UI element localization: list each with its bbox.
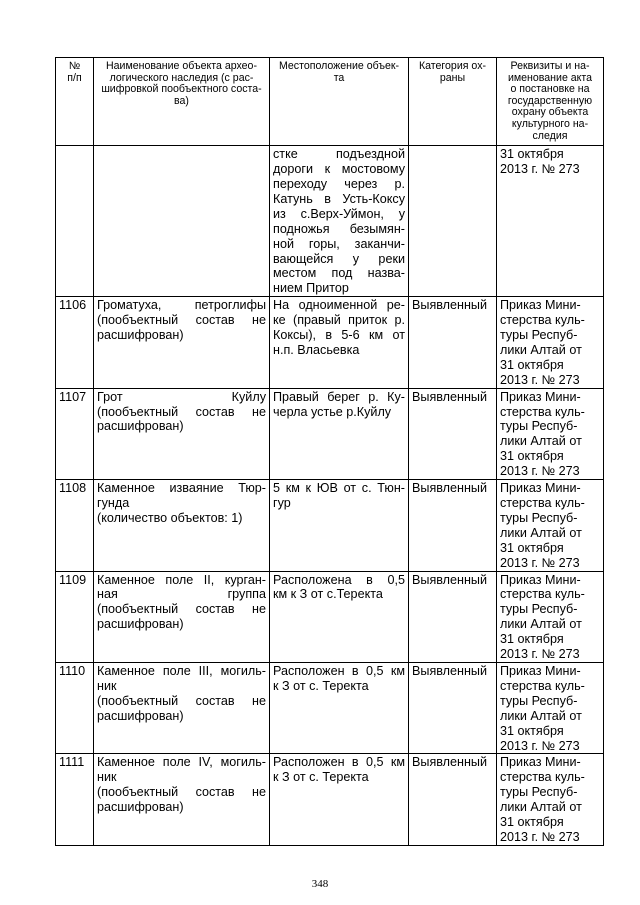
cell-act-text: Приказ Мини- стерства куль- туры Респуб- лики Алтай от 31 октября 2013 г. № 273 xyxy=(500,481,585,570)
cell-act-text: Приказ Мини- стерства куль- туры Респуб- лики Алтай от 31 октября 2013 г. № 273 xyxy=(500,389,585,479)
table-row xyxy=(56,662,604,753)
cell-name-text: Каменное поле IV, могиль- ник (пообъектный состав не расшифрован) xyxy=(97,755,266,815)
header-location-text: Местоположение объек- та xyxy=(278,60,400,84)
cell-act-text: Приказ Мини- стерства куль- туры Респуб- лики Алтай от 31 октября 2013 г. № 273 xyxy=(500,663,585,753)
cell-num xyxy=(56,388,94,479)
cell-num-text: 1109 xyxy=(59,572,87,587)
cell-category-text: Выявленный xyxy=(412,389,488,404)
cell-name xyxy=(94,571,270,662)
cell-act-text: Приказ Мини- стерства куль- туры Респуб- лики Алтай от 31 октября 2013 г. № 273 xyxy=(500,298,585,387)
header-category xyxy=(409,58,497,146)
cell-location-text: Расположен в 0,5 км к З от с. Теректа xyxy=(273,663,405,693)
cell-location-text: Расположена в 0,5 км к З от с.Теректа xyxy=(273,572,405,602)
cell-category xyxy=(409,146,497,297)
cell-num xyxy=(56,297,94,388)
cell-act xyxy=(497,388,604,479)
cell-category-text: Выявленный xyxy=(412,755,488,770)
cell-category xyxy=(409,571,497,662)
cell-location xyxy=(270,297,409,388)
header-num xyxy=(56,58,94,146)
cell-act xyxy=(497,297,604,388)
header-name xyxy=(94,58,270,146)
table-row xyxy=(56,480,604,571)
cell-name xyxy=(94,662,270,753)
cell-category xyxy=(409,388,497,479)
cell-act xyxy=(497,480,604,571)
cell-name-text: Каменное поле III, могиль- ник (пообъектный состав не расшифрован) xyxy=(97,663,266,723)
cell-category xyxy=(409,480,497,571)
cell-name xyxy=(94,480,270,571)
header-category-text: Категория ох- раны xyxy=(418,60,487,84)
cell-location xyxy=(270,571,409,662)
cell-category-text: Выявленный xyxy=(412,663,488,678)
header-num-text: № п/п xyxy=(67,60,82,84)
page-number: 348 xyxy=(311,878,329,890)
table-header-row xyxy=(56,58,604,146)
header-location xyxy=(270,58,409,146)
cell-act-text: Приказ Мини- стерства куль- туры Респуб- лики Алтай от 31 октября 2013 г. № 273 xyxy=(500,572,585,662)
table-row-continuation xyxy=(56,146,604,297)
cell-num-text: 1106 xyxy=(59,298,87,313)
cell-location-text: стке подъездной дороги к мостовому переходу через р. Катунь в Усть-Коксу из с.Верх-Уймон, у подножья безымян- ной горы, заканчи- вающейся у реки местом под назва- нием Притор xyxy=(273,147,405,296)
cell-location xyxy=(270,146,409,297)
table-body xyxy=(56,146,604,846)
cell-num xyxy=(56,146,94,297)
cell-act xyxy=(497,662,604,753)
cell-category xyxy=(409,297,497,388)
table-row xyxy=(56,297,604,388)
cell-name xyxy=(94,146,270,297)
cell-location xyxy=(270,388,409,479)
table-row xyxy=(56,754,604,845)
cell-location xyxy=(270,754,409,845)
cell-act xyxy=(497,571,604,662)
cell-location-text: Правый берег р. Ку- черла устье р.Куйлу xyxy=(273,389,405,419)
cell-category-text: Выявленный xyxy=(412,481,488,496)
cell-name-text: Грот Куйлу (пообъектный состав не расшифрован) xyxy=(97,389,266,434)
cell-act-text: Приказ Мини- стерства куль- туры Респуб- лики Алтай от 31 октября 2013 г. № 273 xyxy=(500,755,585,844)
cell-act xyxy=(497,146,604,297)
cell-category xyxy=(409,754,497,845)
cell-category-text: Выявленный xyxy=(412,298,488,313)
header-act-text: Реквизиты и на- именование акта о постановке на государственную охрану объекта культурного на- следия xyxy=(507,60,593,142)
heritage-register-table xyxy=(55,57,604,846)
cell-name xyxy=(94,754,270,845)
cell-num xyxy=(56,662,94,753)
cell-location-text: 5 км к ЮВ от с. Тюн- гур xyxy=(273,481,405,510)
header-act xyxy=(497,58,604,146)
cell-num-text: 1110 xyxy=(59,663,86,678)
cell-num xyxy=(56,754,94,845)
cell-num-text: 1107 xyxy=(59,389,87,404)
cell-num-text: 1111 xyxy=(59,755,85,770)
cell-category-text: Выявленный xyxy=(412,572,488,587)
cell-act-text: 31 октября 2013 г. № 273 xyxy=(500,147,580,177)
cell-num xyxy=(56,480,94,571)
table-row xyxy=(56,388,604,479)
cell-location-text: Расположен в 0,5 км к З от с. Теректа xyxy=(273,755,405,785)
cell-name xyxy=(94,388,270,479)
cell-category xyxy=(409,662,497,753)
cell-num xyxy=(56,571,94,662)
cell-location xyxy=(270,662,409,753)
cell-num-text: 1108 xyxy=(59,481,87,496)
cell-name-text: Каменное поле II, курган- ная группа (пообъектный состав не расшифрован) xyxy=(97,572,266,632)
cell-act xyxy=(497,754,604,845)
cell-name-text: Каменное изваяние Тюр- гунда (количество объектов: 1) xyxy=(97,481,266,525)
table-row xyxy=(56,571,604,662)
cell-name-text: Громатуха, петроглифы (пообъектный состав не расшифрован) xyxy=(97,298,266,343)
cell-location xyxy=(270,480,409,571)
cell-location-text: На одноименной ре- ке (правый приток р. Коксы), в 5-6 км от н.п. Власьевка xyxy=(273,298,405,357)
header-name-text: Наименование объекта архео- логического наследия (с рас- шифровкой пообъектного соста- ва) xyxy=(101,60,262,107)
cell-name xyxy=(94,297,270,388)
